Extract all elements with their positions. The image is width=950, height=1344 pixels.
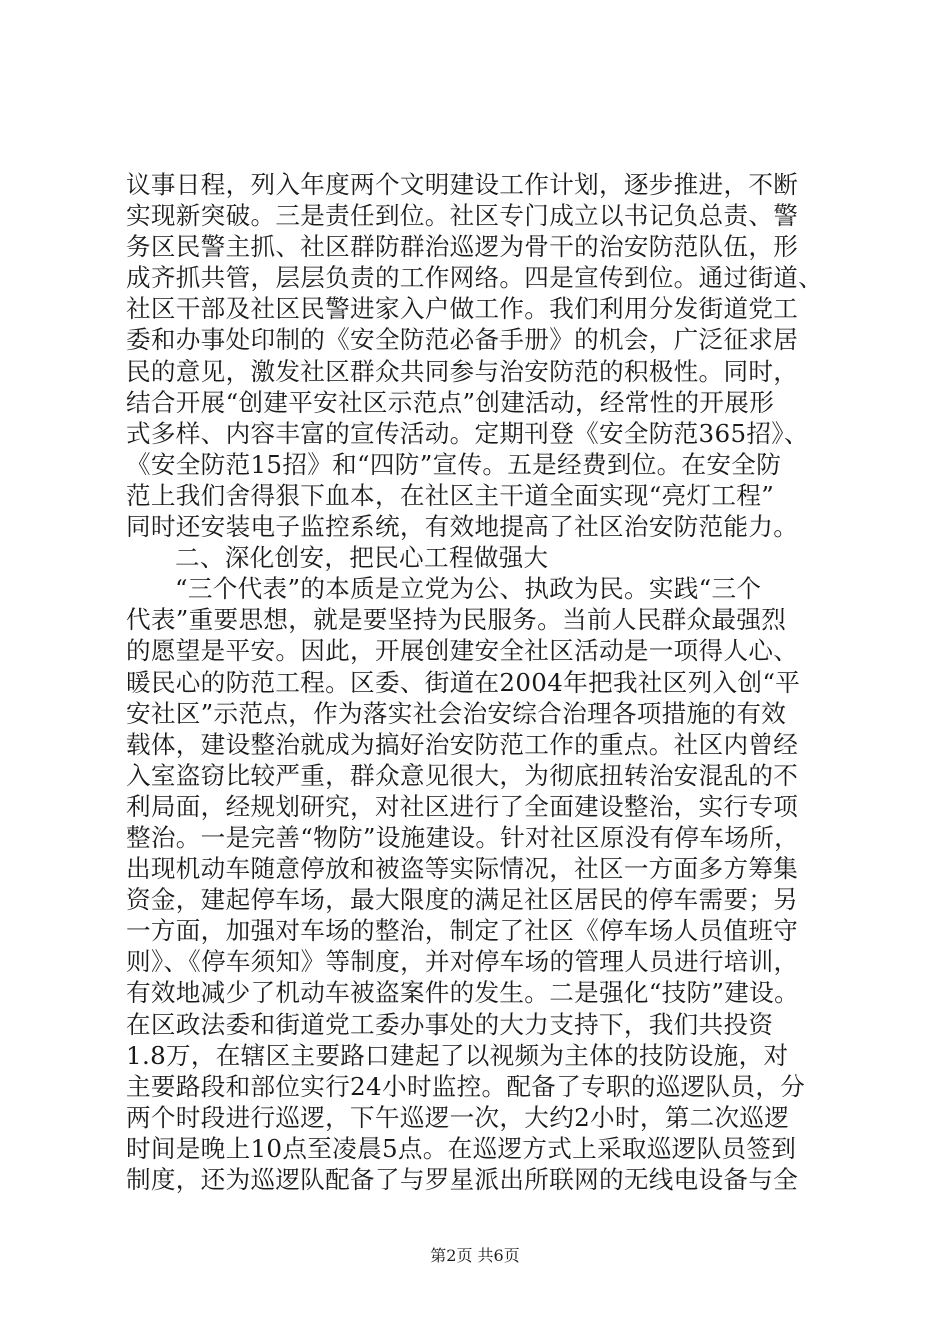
text-line: 社区干部及社区民警进家入户做工作。我们利用分发街道党工 [126, 294, 799, 324]
section-heading: 二、深化创安，把民心工程做强大 [175, 543, 549, 573]
text-line: 出现机动车随意停放和被盗等实际情况，社区一方面多方筹集 [126, 854, 799, 884]
text-line: 则》、《停车须知》等制度，并对停车场的管理人员进行培训， [126, 947, 799, 977]
text-line: 委和办事处印制的《安全防范必备手册》的机会，广泛征求居 [126, 325, 799, 355]
text-line: 入室盗窃比较严重，群众意见很大，为彻底扭转治安混乱的不 [126, 760, 799, 790]
text-line: 成齐抓共管，层层负责的工作网络。四是宣传到位。通过街道、 [126, 263, 824, 293]
text-line: 时间是晚上10点至凌晨5点。在巡逻方式上采取巡逻队员签到 [126, 1133, 797, 1163]
page-number-footer: 第2页 共6页 [430, 1246, 520, 1265]
text-line: 同时还安装电子监控系统，有效地提高了社区治安防范能力。 [126, 512, 799, 542]
text-line: 有效地减少了机动车被盗案件的发生。二是强化“技防”建设。 [126, 978, 799, 1008]
text-line: 《安全防范15招》和“四防”宣传。五是经费到位。在安全防 [126, 449, 782, 479]
text-line: 资金，建起停车场，最大限度的满足社区居民的停车需要；另 [126, 885, 799, 915]
text-line: 利局面，经规划研究，对社区进行了全面建设整治，实行专项 [126, 791, 799, 821]
text-line: 民的意见，激发社区群众共同参与治安防范的积极性。同时， [126, 356, 799, 386]
text-line: 实现新突破。三是责任到位。社区专门成立以书记负总责、警 [126, 201, 799, 231]
text-line: 两个时段进行巡逻，下午巡逻一次，大约2小时，第二次巡逻 [126, 1102, 790, 1132]
text-line: 一方面，加强对车场的整治，制定了社区《停车场人员值班守 [126, 916, 799, 946]
text-line: 安社区”示范点，作为落实社会治安综合治理各项措施的有效 [126, 698, 787, 728]
text-line: 1.8万，在辖区主要路口建起了以视频为主体的技防设施，对 [126, 1040, 789, 1070]
text-line: 务区民警主抓、社区群防群治巡逻为骨干的治安防范队伍，形 [126, 232, 799, 262]
text-line: 结合开展“创建平安社区示范点”创建活动，经常性的开展形 [126, 387, 775, 417]
text-line: “三个代表”的本质是立党为公、执政为民。实践“三个 [175, 574, 762, 604]
text-line: 范上我们舍得狠下血本，在社区主干道全面实现“亮灯工程” [126, 480, 775, 510]
text-line: 议事日程，列入年度两个文明建设工作计划，逐步推进，不断 [126, 170, 799, 199]
text-line: 暖民心的防范工程。区委、街道在2004年把我社区列入创“平 [126, 667, 801, 697]
document-body [126, 169, 826, 1195]
text-line: 制度，还为巡逻队配备了与罗星派出所联网的无线电设备与全 [126, 1165, 799, 1194]
text-line: 式多样、内容丰富的宣传活动。定期刊登《安全防范365招》、 [126, 418, 809, 448]
text-line: 主要路段和部位实行24小时监控。配备了专职的巡逻队员，分 [126, 1071, 806, 1101]
text-line: 整治。一是完善“物防”设施建设。针对社区原没有停车场所， [126, 822, 799, 852]
text-line: 代表”重要思想，就是要坚持为民服务。当前人民群众最强烈 [126, 605, 787, 635]
text-line: 的愿望是平安。因此，开展创建安全社区活动是一项得人心、 [126, 636, 799, 666]
text-line: 载体，建设整治就成为搞好治安防范工作的重点。社区内曾经 [126, 729, 799, 759]
text-line: 在区政法委和街道党工委办事处的大力支持下，我们共投资 [126, 1009, 774, 1039]
